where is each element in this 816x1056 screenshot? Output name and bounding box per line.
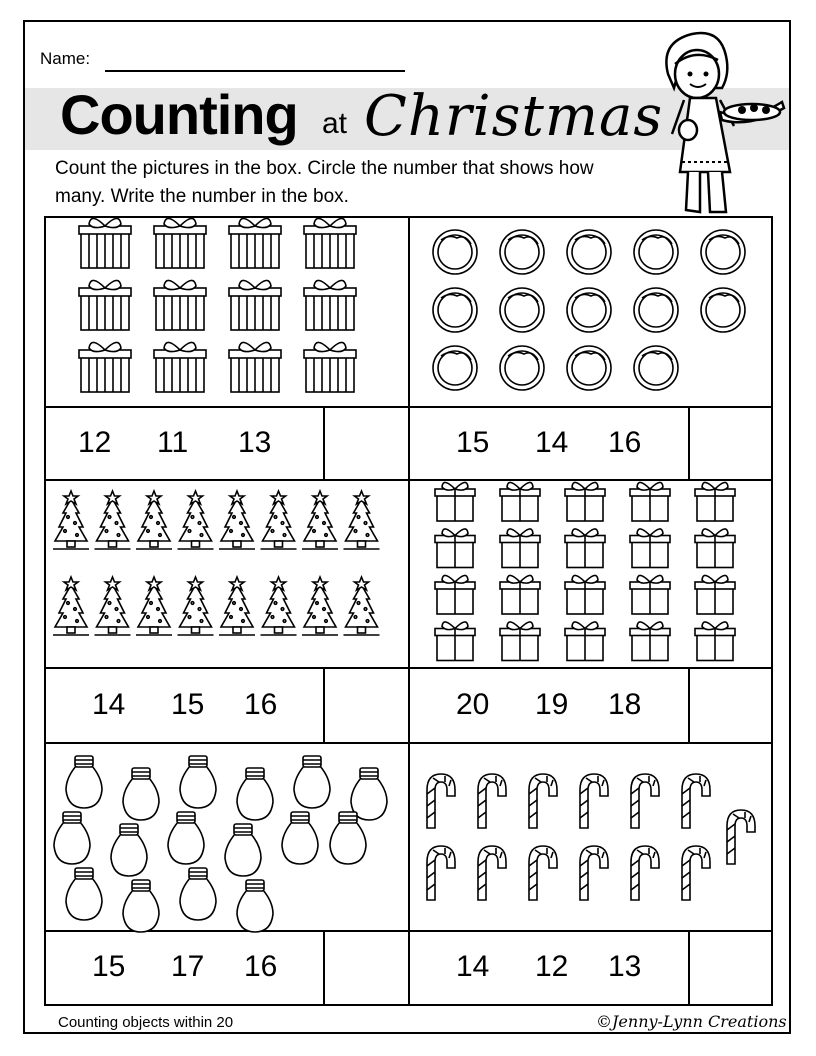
choice-number[interactable]: 12 <box>78 426 112 459</box>
choice-number[interactable]: 15 <box>171 688 205 721</box>
choice-number[interactable]: 16 <box>608 426 642 459</box>
choice-number[interactable]: 20 <box>456 688 490 721</box>
instructions: Count the pictures in the box. Circle the number that shows how many. Write the number in the box. <box>55 158 594 207</box>
answer-box-6[interactable] <box>688 930 690 1006</box>
choice-number[interactable]: 15 <box>92 950 126 983</box>
answer-box-2[interactable] <box>688 406 690 479</box>
choice-number[interactable]: 14 <box>92 688 126 721</box>
choice-number[interactable]: 19 <box>535 688 569 721</box>
title-main: Counting <box>60 83 298 146</box>
row1-bottom <box>44 479 773 481</box>
name-write-line[interactable] <box>105 70 405 72</box>
grid-center-divider <box>408 216 410 1006</box>
choice-number[interactable]: 14 <box>535 426 569 459</box>
choice-number[interactable]: 16 <box>244 688 278 721</box>
choice-number[interactable]: 15 <box>456 426 490 459</box>
choice-number[interactable]: 13 <box>608 950 642 983</box>
choice-number[interactable]: 13 <box>238 426 272 459</box>
choice-number[interactable]: 18 <box>608 688 642 721</box>
choice-number[interactable]: 12 <box>535 950 569 983</box>
row1-answer-top <box>44 406 773 408</box>
footer-topic: Counting objects within 20 <box>58 1014 234 1031</box>
footer-credit: ©Jenny-Lynn Creations <box>596 1012 787 1031</box>
answer-box-3[interactable] <box>323 667 325 742</box>
choice-number[interactable]: 11 <box>157 426 189 459</box>
row2-bottom <box>44 742 773 744</box>
answer-box-4[interactable] <box>688 667 690 742</box>
choice-number[interactable]: 14 <box>456 950 490 983</box>
girl-with-cookies-illustration <box>650 22 790 222</box>
answer-box-1[interactable] <box>323 406 325 479</box>
answer-box-5[interactable] <box>323 930 325 1006</box>
title-connector: at <box>322 107 348 140</box>
title-script: Christmas <box>364 84 664 149</box>
choice-number[interactable]: 16 <box>244 950 278 983</box>
row3-answer-top <box>44 930 773 932</box>
name-label: Name: <box>40 49 91 68</box>
choice-number[interactable]: 17 <box>171 950 205 983</box>
row2-answer-top <box>44 667 773 669</box>
